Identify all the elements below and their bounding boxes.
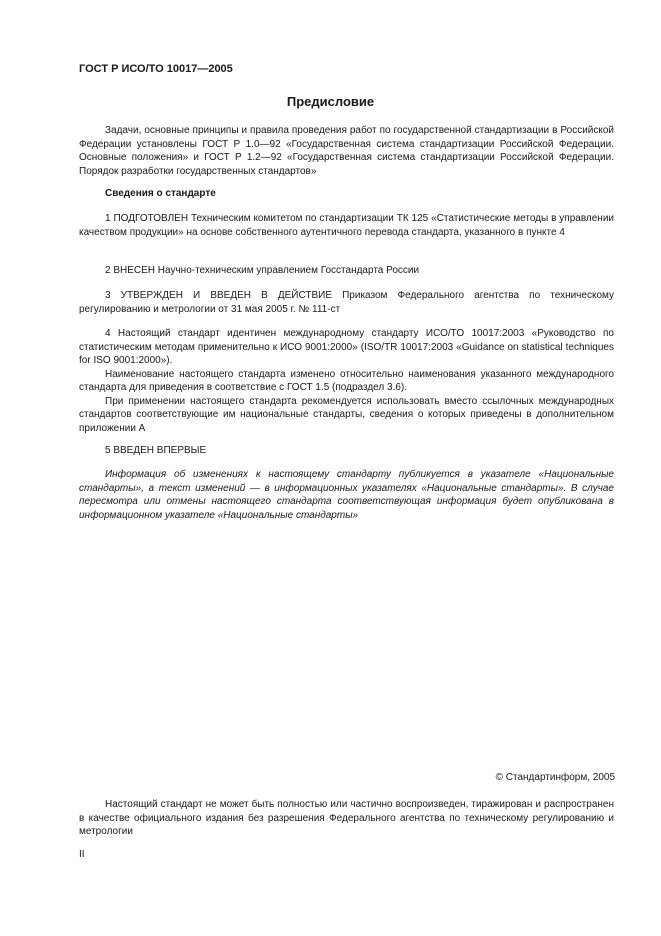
document-code-header: ГОСТ Р ИСО/ТО 10017—2005 [79,63,233,75]
intro-paragraph: Задачи, основные принципы и правила проведения работ по государственной стандартизации в Российской Федерации установлены ГОСТ Р 1.0—92 «Государственная система стандартизации Российской Федерации. Основные положения» и ГОСТ Р 1.2—92 «Государственная система стандартизации Российской Федерации. Порядок разработки государственных стандартов» [79,125,614,177]
item-3-block [79,289,614,316]
item-4-paragraph: 4 Настоящий стандарт идентичен международному стандарту ИСО/ТО 10017:2003 «Руководство по статистическим методам применительно к ИСО 9001:2000» (ISO/TR 10017:2003 «Guidance on statistical techniques for ISO 9001:2000»). [79,328,614,366]
changes-info-block [79,468,614,522]
changes-info-paragraph: Информация об изменениях к настоящему стандарту публикуется в указателе «Национальные стандарты», а текст изменений — в информационных указателях «Национальные стандарты». В случае пересмотра или отмены настоящего стандарта соответствующая информация будет опубликована в информационном указателе «Национальные стандарты» [79,469,614,521]
item-3-paragraph: 3 УТВЕРЖДЕН И ВВЕДЕН В ДЕЙСТВИЕ Приказом Федерального агентства по техническому регулированию и метрологии от 31 мая 2005 г. № 111-ст [79,290,614,315]
item-4-name-note: Наименование настоящего стандарта изменено относительно наименования указанного международного стандарта для приведения в соответствие с ГОСТ 1.5 (подраздел 3.6). [79,368,614,393]
reproduction-notice-paragraph: Настоящий стандарт не может быть полностью или частично воспроизведен, тиражирован и распространен в качестве официального издания без разрешения Федерального агентства по техническому регулированию и метрологии [79,799,614,837]
reproduction-notice-block [79,798,614,839]
item-2-block [79,264,614,278]
item-5-block [79,444,614,458]
intro-block [79,124,614,178]
section-heading: Сведения о стандарте [105,188,216,199]
standard-info-heading-block [79,187,614,201]
item-5-paragraph: 5 ВВЕДЕН ВПЕРВЫЕ [105,445,207,456]
page-title: Предисловие [286,94,375,109]
item-4-refs-note: При применении настоящего стандарта рекомендуется использовать вместо ссылочных международных стандартов соответствующие им национальные стандарты, сведения о которых приведены в дополнительном приложении А [79,395,614,434]
item-1-paragraph: 1 ПОДГОТОВЛЕН Техническим комитетом по стандартизации ТК 125 «Статистические методы в управлении качеством продукции» на основе собственного аутентичного перевода стандарта, указанного в пункте 4 [79,213,614,238]
item-1-block [79,212,614,239]
page-number: II [79,849,85,860]
item-4-block [79,327,614,435]
copyright-line: © Стандартинформ, 2005 [495,772,615,783]
item-2-paragraph: 2 ВНЕСЕН Научно-техническим управлением Госстандарта России [105,265,420,276]
